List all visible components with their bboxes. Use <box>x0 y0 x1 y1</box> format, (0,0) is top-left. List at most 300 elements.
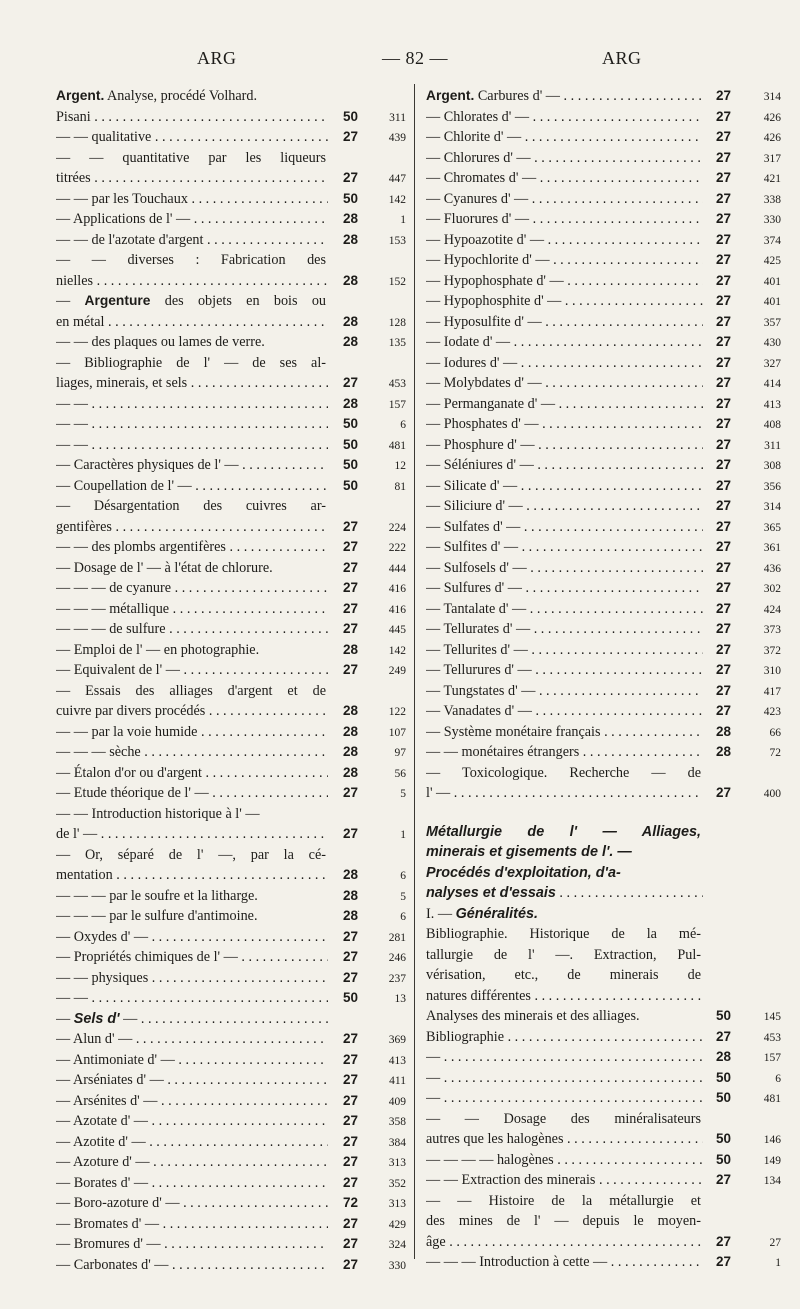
entry-text: — Bromures d' — . . . <box>56 1234 328 1255</box>
page-reference: 426 <box>763 132 781 144</box>
index-entry <box>426 783 781 804</box>
entry-text: — Iodures d' — . . . <box>426 353 703 374</box>
volume-number: 27 <box>715 703 731 718</box>
volume-number: 27 <box>715 149 731 165</box>
index-entry <box>56 701 406 722</box>
index-entry <box>56 742 406 763</box>
page-reference: 400 <box>763 788 781 800</box>
volume-number: 28 <box>342 723 358 739</box>
index-entry <box>426 742 781 763</box>
page-reference: 314 <box>763 501 781 513</box>
index-entry <box>426 168 781 189</box>
page-reference: 357 <box>763 316 781 329</box>
index-entry <box>426 455 781 476</box>
entry-text: — . . . <box>426 1088 703 1109</box>
index-column-right <box>426 86 781 1273</box>
page-reference: 421 <box>763 173 781 185</box>
volume-number: 27 <box>715 416 731 431</box>
page-reference: 372 <box>763 644 781 657</box>
entry-text: — Oxydes d' — . . . <box>56 927 328 948</box>
index-entry <box>426 1191 781 1212</box>
page-reference: 145 <box>763 1011 781 1023</box>
page-reference: 12 <box>394 460 406 472</box>
volume-number: 28 <box>342 703 358 718</box>
volume-number: 27 <box>715 621 731 636</box>
volume-number: 28 <box>342 272 358 288</box>
index-entry <box>56 1173 406 1194</box>
index-entry <box>426 722 781 743</box>
index-entry <box>426 1047 781 1068</box>
page-reference: 411 <box>389 1075 406 1087</box>
volume-number: 28 <box>342 334 358 349</box>
entry-text: — Sulfures d' — . . . <box>426 578 703 599</box>
index-entry <box>56 660 406 681</box>
index-entry <box>426 312 781 333</box>
index-entry <box>426 1068 781 1089</box>
entry-text: — — Histoire de la métallurgie et <box>426 1192 701 1209</box>
index-entry <box>426 1129 781 1150</box>
volume-number: 28 <box>342 744 358 759</box>
page-reference: 5 <box>400 788 406 800</box>
page-reference: 249 <box>388 665 406 677</box>
index-entry <box>56 681 406 702</box>
volume-number: 27 <box>715 129 731 144</box>
page-reference: 436 <box>763 562 781 575</box>
entry-text: Bibliographie. Historique de la mé- <box>426 926 701 942</box>
index-entry <box>426 373 781 394</box>
index-entry <box>426 476 781 497</box>
index-entry <box>56 1009 406 1030</box>
section-gap <box>426 804 781 822</box>
volume-number: 27 <box>715 293 731 308</box>
index-entry <box>426 558 781 579</box>
index-entry <box>426 701 781 722</box>
entry-text: — Tellurures d' — . . . <box>426 660 703 681</box>
page-reference: 445 <box>388 624 406 636</box>
index-entry <box>56 168 406 189</box>
index-entry <box>426 1170 781 1191</box>
index-entry <box>56 373 406 394</box>
page-reference: 430 <box>763 337 781 349</box>
entry-text: en métal . . . <box>56 312 328 333</box>
entry-text: — — de l'azotate d'argent . . . <box>56 230 328 251</box>
index-entry <box>426 1211 781 1232</box>
page-reference: 6 <box>400 911 406 923</box>
page-reference: 313 <box>388 1157 406 1169</box>
entry-text: — Hypophosphate d' — . . . <box>426 271 703 292</box>
volume-number: 27 <box>715 580 731 595</box>
index-entry <box>426 435 781 456</box>
entry-text: — Chromates d' — . . . <box>426 168 703 189</box>
entry-text: — Chlorures d' — . . . <box>426 148 703 169</box>
index-entry <box>56 148 406 169</box>
page-reference: 429 <box>388 1218 406 1231</box>
index-entry <box>426 250 781 271</box>
volume-number: 27 <box>715 1254 731 1269</box>
index-entry <box>426 86 781 107</box>
entry-text: — Hypoazotite d' — . . . <box>426 230 703 251</box>
entry-text: — Antimoniate d' — . . . <box>56 1050 328 1071</box>
page-reference: 416 <box>388 603 406 616</box>
entry-text: — Phosphure d' — . . . <box>426 435 703 456</box>
entry-text: — Borates d' — . . . <box>56 1173 328 1194</box>
volume-number: 27 <box>342 1154 358 1169</box>
page-reference: 401 <box>763 296 781 308</box>
volume-number: 27 <box>715 662 731 677</box>
volume-number: 28 <box>342 211 358 226</box>
index-entry <box>426 965 781 986</box>
page-reference: 1 <box>400 214 406 226</box>
entry-text: — Azotite d' — . . . <box>56 1132 328 1153</box>
entry-text: — Sels d' — . . . <box>56 1009 328 1030</box>
volume-number: 27 <box>342 539 358 554</box>
entry-text: — — Extraction des minerais . . . <box>426 1170 703 1191</box>
index-entry <box>426 1088 781 1109</box>
volume-number: 27 <box>715 252 731 267</box>
index-column-left <box>56 86 406 1275</box>
volume-number: 27 <box>342 170 358 185</box>
entry-text: âge . . . <box>426 1232 703 1253</box>
volume-number: 27 <box>342 621 358 636</box>
page-reference: 66 <box>769 726 781 739</box>
index-entry <box>56 496 406 517</box>
volume-number: 27 <box>715 1172 731 1187</box>
index-entry <box>56 845 406 866</box>
entry-text: — Molybdates d' — . . . <box>426 373 703 394</box>
entry-text: — Système monétaire français . . . <box>426 722 703 743</box>
entry-text: — — — de sulfure . . . <box>56 619 328 640</box>
index-entry <box>56 230 406 251</box>
page-reference: 6 <box>775 1072 781 1085</box>
volume-number: 27 <box>715 436 731 452</box>
page-reference: 13 <box>394 993 406 1005</box>
entry-text: — Phosphates d' — . . . <box>426 414 703 435</box>
volume-number: 28 <box>715 744 731 759</box>
entry-text: — Hypophosphite d' — . . . <box>426 291 703 312</box>
page-reference: 313 <box>388 1198 406 1210</box>
index-entry <box>426 353 781 374</box>
entry-text: — Etude théorique de l' — . . . <box>56 783 328 804</box>
page-reference: 152 <box>388 275 406 288</box>
page-reference: 352 <box>388 1177 406 1190</box>
entry-text: — Cyanures d' — . . . <box>426 189 703 210</box>
entry-text: — — — de cyanure . . . <box>56 578 328 599</box>
index-entry <box>426 271 781 292</box>
index-entry <box>56 455 406 476</box>
entry-text: — Sulfosels d' — . . . <box>426 558 703 579</box>
page-reference: 1 <box>775 1257 781 1269</box>
page-reference: 6 <box>400 870 406 882</box>
index-entry <box>56 435 406 456</box>
entry-text: — Sulfates d' — . . . <box>426 517 703 538</box>
index-entry <box>426 496 781 517</box>
index-entry <box>426 924 781 945</box>
entry-text: — Carbonates d' — . . . <box>56 1255 328 1276</box>
entry-text: des mines de l' — depuis le moyen- <box>426 1213 701 1229</box>
index-entry <box>56 1193 406 1214</box>
index-entry <box>56 1029 406 1050</box>
index-entry <box>426 148 781 169</box>
entry-text: autres que les halogènes . . . <box>426 1129 703 1150</box>
volume-number: 50 <box>342 108 358 124</box>
entry-text: — — . . . <box>56 435 328 456</box>
volume-number: 27 <box>715 477 731 493</box>
index-entry <box>426 986 781 1007</box>
page-reference: 281 <box>388 931 406 944</box>
section-heading: Procédés d'exploitation, d'a- <box>426 864 621 881</box>
index-entry <box>426 394 781 415</box>
index-entry <box>56 783 406 804</box>
index-entry <box>56 824 406 845</box>
page-reference: 224 <box>388 521 406 534</box>
volume-number: 27 <box>715 395 731 411</box>
index-entry <box>56 1214 406 1235</box>
volume-number: 27 <box>715 518 731 534</box>
page-reference: 314 <box>763 91 781 103</box>
page-reference: 423 <box>763 706 781 718</box>
index-entry <box>56 209 406 230</box>
page-reference: 374 <box>763 234 781 247</box>
page-reference: 453 <box>388 378 406 390</box>
page-reference: 237 <box>388 972 406 985</box>
volume-number: 27 <box>342 600 358 616</box>
running-header <box>0 48 800 72</box>
entry-text: — Coupellation de l' — . . . <box>56 476 328 497</box>
entry-text: — Bromates d' — . . . <box>56 1214 328 1235</box>
page-reference: 1 <box>400 829 406 841</box>
index-entry <box>426 537 781 558</box>
page-reference: 317 <box>763 152 781 165</box>
entry-text: Analyses des minerais et des alliages. <box>426 1008 640 1024</box>
index-entry <box>56 640 406 661</box>
index-entry <box>426 763 781 784</box>
page-reference: 324 <box>388 1239 406 1251</box>
volume-number: 27 <box>342 1215 358 1231</box>
page-reference: 384 <box>388 1136 406 1149</box>
volume-number: 27 <box>715 88 731 103</box>
volume-number: 27 <box>342 1051 358 1067</box>
index-entry <box>426 414 781 435</box>
index-entry <box>56 271 406 292</box>
index-entry <box>426 1027 781 1048</box>
entry-text: de l' — . . . <box>56 824 328 845</box>
entry-text: — Arséniates d' — . . . <box>56 1070 328 1091</box>
entry-text: — Emploi de l' — en photographie. <box>56 641 260 658</box>
volume-number: 27 <box>342 518 358 534</box>
section-heading: nalyses et d'essais <box>426 885 556 901</box>
index-entry <box>426 619 781 640</box>
entry-text: — — — sèche . . . <box>56 742 328 763</box>
volume-number: 28 <box>342 764 358 780</box>
volume-number: 27 <box>342 1256 358 1272</box>
page-reference: 414 <box>763 378 781 390</box>
index-entry <box>426 578 781 599</box>
page-reference: 5 <box>400 890 406 903</box>
index-entry <box>426 1006 781 1027</box>
entry-text <box>426 842 703 863</box>
entry-text: — Tellurates d' — . . . <box>426 619 703 640</box>
page-reference: 308 <box>763 460 781 472</box>
volume-number: 27 <box>715 641 731 657</box>
volume-number: 28 <box>342 641 358 657</box>
page-reference: 424 <box>763 603 781 616</box>
page-reference: 447 <box>388 173 406 185</box>
header-right-keyword: ARG <box>602 48 642 68</box>
section-heading: Généralités. <box>455 905 538 922</box>
index-entry <box>426 1150 781 1171</box>
index-entry <box>426 517 781 538</box>
volume-number: 27 <box>715 334 731 349</box>
page-reference: 330 <box>388 1259 406 1272</box>
volume-number: 27 <box>715 785 731 800</box>
page-reference: 453 <box>763 1031 781 1044</box>
volume-number: 27 <box>715 682 731 698</box>
entry-text: — — diverses : Fabrication des <box>56 252 326 268</box>
volume-number: 28 <box>342 908 358 923</box>
entry-text: — Hyposulfite d' — . . . <box>426 312 703 333</box>
entry-text: — Argenture des objets en bois ou <box>56 293 327 309</box>
entry-text: vérisation, etc., de minerais de <box>426 967 701 983</box>
entry-text: natures différentes . . . <box>426 986 703 1007</box>
index-entry <box>426 660 781 681</box>
page-reference: 246 <box>388 952 406 964</box>
entry-text: — Toxicologique. Recherche — de <box>426 764 701 781</box>
volume-number: 27 <box>715 539 731 554</box>
entry-text: I. — Généralités. <box>426 905 538 922</box>
volume-number: 50 <box>342 477 358 493</box>
page-reference: 413 <box>388 1054 406 1067</box>
volume-number: 50 <box>715 1131 731 1146</box>
volume-number: 27 <box>342 928 358 944</box>
volume-number: 27 <box>342 1031 358 1046</box>
entry-text: — Fluorures d' — . . . <box>426 209 703 230</box>
volume-number: 27 <box>342 1092 358 1108</box>
entry-text: — Azoture d' — . . . <box>56 1152 328 1173</box>
page-reference: 356 <box>763 480 781 493</box>
page-reference: 134 <box>763 1175 781 1187</box>
entry-text: — — — par le soufre et la litharge. <box>56 887 258 904</box>
page-reference: 413 <box>763 398 781 411</box>
entry-text: — Arsénites d' — . . . <box>56 1091 328 1112</box>
entry-text: — Hypochlorite d' — . . . <box>426 250 703 271</box>
entry-text: — — — métallique . . . <box>56 599 328 620</box>
index-entry <box>426 230 781 251</box>
page-reference: 444 <box>388 562 406 575</box>
volume-number: 50 <box>342 436 358 452</box>
entry-keyword: Argent. <box>426 88 475 103</box>
page-reference: 6 <box>400 419 406 431</box>
entry-text: — — — Introduction à cette — . . . <box>426 1252 703 1273</box>
index-entry <box>426 822 781 843</box>
entry-text: mentation . . . <box>56 865 328 886</box>
entry-text: — Séléniures d' — . . . <box>426 455 703 476</box>
entry-text: — Siliciure d' — . . . <box>426 496 703 517</box>
page-number: — 82 — <box>382 48 448 68</box>
volume-number: 50 <box>342 457 358 472</box>
page-reference: 369 <box>388 1034 406 1046</box>
page-reference: 416 <box>388 583 406 595</box>
entry-text: — . . . <box>426 1047 703 1068</box>
volume-number: 28 <box>342 867 358 882</box>
page-reference: 157 <box>388 398 406 411</box>
entry-text: — — monétaires étrangers . . . <box>426 742 703 763</box>
entry-text: — — des plombs argentifères . . . <box>56 537 328 558</box>
entry-text: — — Dosage des minéralisateurs <box>426 1110 701 1127</box>
volume-number: 28 <box>715 723 731 739</box>
entry-text: Argent. Analyse, procédé Volhard. <box>56 88 258 104</box>
page-reference: 425 <box>763 255 781 267</box>
entry-text <box>426 883 703 904</box>
page-reference: 330 <box>763 214 781 226</box>
entry-text: nielles . . . <box>56 271 328 292</box>
volume-number: 27 <box>715 170 731 185</box>
volume-number: 27 <box>715 354 731 370</box>
index-entry <box>56 250 406 271</box>
index-entry <box>426 842 781 863</box>
entry-text <box>426 822 703 843</box>
entry-text: — — des plaques ou lames de verre. <box>56 334 265 350</box>
entry-text: Argent. Carbures d' — . . . <box>426 86 703 107</box>
volume-number: 27 <box>715 375 731 390</box>
entry-text: tallurgie de l' —. Extraction, Pul- <box>426 946 701 963</box>
volume-number: 27 <box>342 1236 358 1251</box>
volume-number: 27 <box>342 949 358 964</box>
page-reference: 361 <box>763 542 781 554</box>
volume-number: 27 <box>342 129 358 144</box>
volume-number: 27 <box>715 190 731 206</box>
page-reference: 153 <box>388 234 406 247</box>
entry-text: — Tellurites d' — . . . <box>426 640 703 661</box>
index-entry <box>56 558 406 579</box>
volume-number: 27 <box>715 1233 731 1249</box>
index-entry <box>56 722 406 743</box>
entry-text: — Vanadates d' — . . . <box>426 701 703 722</box>
entry-text: — Alun d' — . . . <box>56 1029 328 1050</box>
section-heading: Métallurgie de l' — Alliages, <box>426 823 701 840</box>
entry-text: — Iodate d' — . . . <box>426 332 703 353</box>
index-entry <box>56 804 406 825</box>
volume-number: 27 <box>715 498 731 513</box>
index-entry <box>56 1091 406 1112</box>
index-entry <box>426 189 781 210</box>
entry-text: l' — . . . <box>426 783 703 804</box>
index-entry <box>56 332 406 353</box>
index-entry <box>56 906 406 927</box>
index-entry <box>56 394 406 415</box>
volume-number: 28 <box>715 1049 731 1064</box>
entry-text: — Chlorite d' — . . . <box>426 127 703 148</box>
volume-number: 27 <box>342 1133 358 1149</box>
index-entry <box>426 291 781 312</box>
index-entry <box>56 312 406 333</box>
index-entry <box>56 578 406 599</box>
section-heading: Sels d' <box>73 1010 120 1027</box>
entry-text: — Permanganate d' — . . . <box>426 394 703 415</box>
page-reference: 142 <box>388 193 406 206</box>
volume-number: 27 <box>342 1174 358 1190</box>
page-reference: 417 <box>763 685 781 698</box>
index-entry <box>426 127 781 148</box>
index-entry <box>56 1132 406 1153</box>
entry-text: — Boro-azoture d' — . . . <box>56 1193 328 1214</box>
index-entry <box>56 107 406 128</box>
entry-text: — Bibliographie de l' — de ses al- <box>56 354 326 371</box>
entry-text: — — . . . <box>56 414 328 435</box>
volume-number: 27 <box>342 375 358 390</box>
entry-text: — Dosage de l' — à l'état de chlorure. <box>56 559 273 576</box>
section-heading: minerais et gisements de l'. — <box>426 844 632 860</box>
volume-number: 28 <box>342 395 358 411</box>
